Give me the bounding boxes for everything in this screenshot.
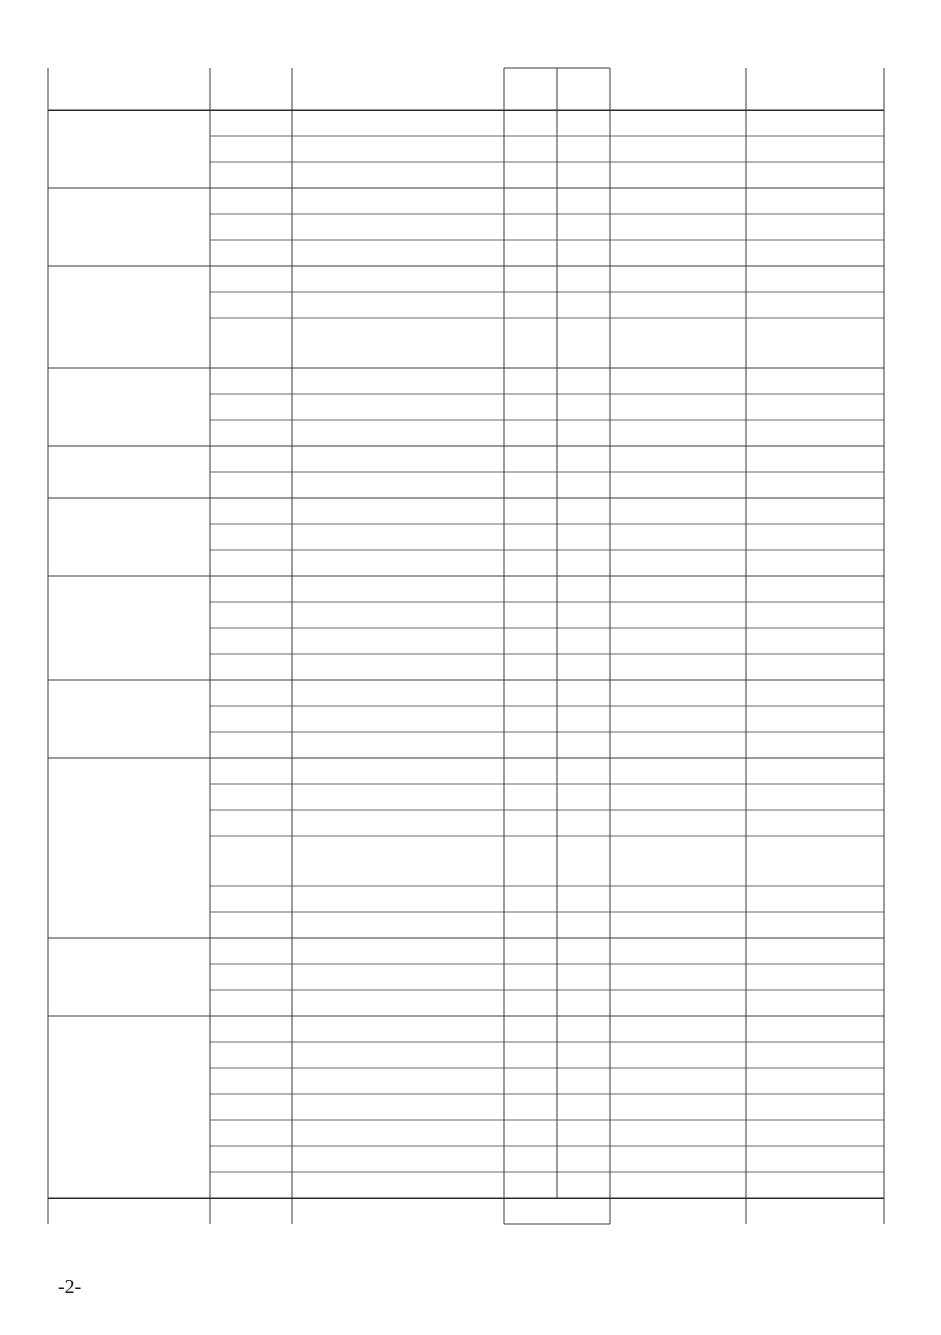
- remark: [756, 784, 878, 810]
- major-name: [302, 990, 504, 1016]
- physics-count: [504, 240, 557, 266]
- recruit-unit: [610, 1120, 746, 1146]
- subtotal-label: [210, 188, 544, 214]
- physics-count: [504, 1042, 557, 1068]
- college-name: [54, 110, 204, 188]
- major-code: [210, 990, 292, 1016]
- recruit-unit: [610, 1146, 746, 1172]
- history-count: [557, 550, 610, 576]
- header-unit: [610, 66, 746, 94]
- recruit-unit: [610, 654, 746, 680]
- major-name: [302, 964, 504, 990]
- major-name: [302, 472, 504, 498]
- history-count: [557, 602, 610, 628]
- major-name: [302, 886, 504, 912]
- major-code: [210, 240, 292, 266]
- physics-count: [504, 292, 557, 318]
- history-count: [557, 214, 610, 240]
- recruit-unit: [610, 472, 746, 498]
- major-name: [302, 1094, 504, 1120]
- major-code: [210, 162, 292, 188]
- physics-count: [504, 602, 557, 628]
- major-name: [302, 1172, 504, 1198]
- history-count: [557, 1146, 610, 1172]
- header-code: [210, 66, 292, 94]
- header-recruit: [610, 1198, 746, 1224]
- recruit-unit: [610, 886, 746, 912]
- college-name: [54, 266, 204, 368]
- recruit-unit: [610, 732, 746, 758]
- major-code: [210, 214, 292, 240]
- major-name: [302, 318, 504, 368]
- subtotal-value: [504, 1016, 610, 1042]
- history-count: [557, 136, 610, 162]
- history-count: [557, 1120, 610, 1146]
- major-name: [302, 1042, 504, 1068]
- remark: [756, 990, 878, 1016]
- major-name: [302, 214, 504, 240]
- major-code: [210, 1120, 292, 1146]
- major-code: [210, 1172, 292, 1198]
- recruit-unit: [610, 550, 746, 576]
- physics-count: [504, 654, 557, 680]
- physics-count: [504, 628, 557, 654]
- history-count: [557, 292, 610, 318]
- header-physics-group: [508, 70, 553, 106]
- physics-count: [504, 1146, 557, 1172]
- history-count: [557, 964, 610, 990]
- major-name: [302, 394, 504, 420]
- history-count: [557, 1094, 610, 1120]
- major-code: [210, 1094, 292, 1120]
- major-code: [210, 836, 292, 886]
- physics-count: [504, 162, 557, 188]
- physics-count: [504, 420, 557, 446]
- subtotal-value: [504, 368, 610, 394]
- history-count: [557, 1068, 610, 1094]
- recruit-unit: [610, 836, 746, 886]
- major-name: [302, 136, 504, 162]
- college-name: [54, 446, 204, 498]
- major-code: [210, 784, 292, 810]
- major-name: [302, 1146, 504, 1172]
- major-name: [302, 654, 504, 680]
- subtotal-label: [210, 576, 544, 602]
- major-name: [302, 550, 504, 576]
- history-count: [557, 784, 610, 810]
- recruit-unit: [610, 1068, 746, 1094]
- recruit-unit: [610, 420, 746, 446]
- history-count: [557, 394, 610, 420]
- major-name: [302, 420, 504, 446]
- physics-count: [504, 732, 557, 758]
- physics-count: [504, 318, 557, 368]
- header-college: [48, 1198, 210, 1224]
- college-name: [54, 576, 204, 680]
- subtotal-value: [504, 938, 610, 964]
- subtotal-value: [504, 188, 610, 214]
- major-name: [302, 810, 504, 836]
- recruit-unit: [610, 964, 746, 990]
- physics-count: [504, 136, 557, 162]
- recruit-unit: [610, 706, 746, 732]
- major-code: [210, 524, 292, 550]
- major-name: [302, 292, 504, 318]
- subtotal-value: [504, 446, 610, 472]
- college-name: [54, 498, 204, 576]
- subtotal-value: [504, 498, 610, 524]
- subtotal-label: [210, 938, 544, 964]
- history-count: [557, 912, 610, 938]
- major-code: [210, 1068, 292, 1094]
- remark: [756, 836, 878, 886]
- physics-count: [504, 964, 557, 990]
- major-name: [302, 784, 504, 810]
- recruit-unit: [610, 1172, 746, 1198]
- major-name: [302, 1120, 504, 1146]
- subtotal-label: [210, 1016, 544, 1042]
- remark: [756, 1068, 878, 1094]
- subtotal-value: [504, 680, 610, 706]
- major-name: [302, 602, 504, 628]
- major-name: [302, 912, 504, 938]
- physics-count: [504, 912, 557, 938]
- subtotal-label: [210, 446, 544, 472]
- major-code: [210, 706, 292, 732]
- major-name: [302, 240, 504, 266]
- major-code: [210, 420, 292, 446]
- major-code: [210, 1042, 292, 1068]
- college-name: [54, 758, 204, 938]
- remark: [756, 706, 878, 732]
- history-count: [557, 524, 610, 550]
- remark: [756, 394, 878, 420]
- major-code: [210, 810, 292, 836]
- recruit-unit: [610, 136, 746, 162]
- history-count: [557, 1042, 610, 1068]
- physics-count: [504, 1172, 557, 1198]
- major-name: [302, 162, 504, 188]
- history-count: [557, 706, 610, 732]
- subtotal-value: [504, 266, 610, 292]
- remark: [756, 602, 878, 628]
- recruit-unit: [610, 162, 746, 188]
- history-count: [557, 732, 610, 758]
- recruit-unit: [610, 990, 746, 1016]
- history-count: [557, 240, 610, 266]
- history-count: [557, 654, 610, 680]
- recruit-unit: [610, 810, 746, 836]
- physics-count: [504, 706, 557, 732]
- subtotal-value: [504, 758, 610, 784]
- major-name: [302, 1068, 504, 1094]
- recruit-unit: [610, 214, 746, 240]
- physics-count: [504, 836, 557, 886]
- physics-count: [504, 886, 557, 912]
- major-code: [210, 628, 292, 654]
- remark: [756, 214, 878, 240]
- recruit-unit: [610, 912, 746, 938]
- history-count: [557, 836, 610, 886]
- header-major: [210, 1198, 292, 1224]
- college-name: [54, 680, 204, 758]
- physics-count: [504, 472, 557, 498]
- physics-count: [504, 394, 557, 420]
- subtotal-label: [210, 266, 544, 292]
- history-count: [557, 810, 610, 836]
- major-name: [302, 732, 504, 758]
- major-code: [210, 654, 292, 680]
- remark: [756, 964, 878, 990]
- major-code: [210, 1146, 292, 1172]
- major-code: [210, 472, 292, 498]
- physics-count: [504, 524, 557, 550]
- major-name: [302, 628, 504, 654]
- physics-count: [504, 1120, 557, 1146]
- major-code: [210, 886, 292, 912]
- history-count: [557, 162, 610, 188]
- subtotal-value: [504, 576, 610, 602]
- recruit-unit: [610, 524, 746, 550]
- recruit-unit: [610, 292, 746, 318]
- major-code: [210, 394, 292, 420]
- physics-count: [504, 990, 557, 1016]
- header-province: [504, 1198, 610, 1224]
- page-number: -2-: [58, 1276, 82, 1298]
- physics-count: [504, 550, 557, 576]
- major-code: [210, 550, 292, 576]
- major-code: [210, 136, 292, 162]
- history-count: [557, 628, 610, 654]
- recruit-unit: [610, 318, 746, 368]
- history-count: [557, 420, 610, 446]
- subtotal-value: [504, 110, 610, 136]
- history-count: [557, 472, 610, 498]
- recruit-unit: [610, 240, 746, 266]
- subtotal-label: [210, 680, 544, 706]
- major-code: [210, 602, 292, 628]
- physics-count: [504, 1068, 557, 1094]
- subtotal-label: [210, 368, 544, 394]
- major-code: [210, 732, 292, 758]
- recruit-unit: [610, 602, 746, 628]
- major-name: [302, 836, 504, 886]
- college-name: [54, 938, 204, 1016]
- physics-count: [504, 214, 557, 240]
- history-count: [557, 318, 610, 368]
- major-code: [210, 912, 292, 938]
- physics-count: [504, 810, 557, 836]
- college-name: [54, 188, 204, 266]
- header-history-group: [561, 70, 606, 106]
- history-count: [557, 886, 610, 912]
- major-name: [302, 706, 504, 732]
- header-major-name: [292, 1198, 504, 1224]
- recruit-unit: [610, 1042, 746, 1068]
- remark: [756, 240, 878, 266]
- recruit-unit: [610, 1094, 746, 1120]
- major-name: [302, 524, 504, 550]
- college-name: [54, 368, 204, 446]
- history-count: [557, 990, 610, 1016]
- header-remarks: [746, 1198, 884, 1224]
- major-code: [210, 964, 292, 990]
- major-code: [210, 292, 292, 318]
- subtotal-label: [210, 758, 544, 784]
- remark: [756, 318, 878, 368]
- college-name: [54, 1016, 204, 1198]
- history-count: [557, 1172, 610, 1198]
- subtotal-label: [210, 498, 544, 524]
- physics-count: [504, 1094, 557, 1120]
- recruit-unit: [610, 628, 746, 654]
- physics-count: [504, 784, 557, 810]
- remark: [756, 472, 878, 498]
- subtotal-label: [210, 110, 544, 136]
- recruit-unit: [610, 394, 746, 420]
- recruit-unit: [610, 784, 746, 810]
- major-code: [210, 318, 292, 368]
